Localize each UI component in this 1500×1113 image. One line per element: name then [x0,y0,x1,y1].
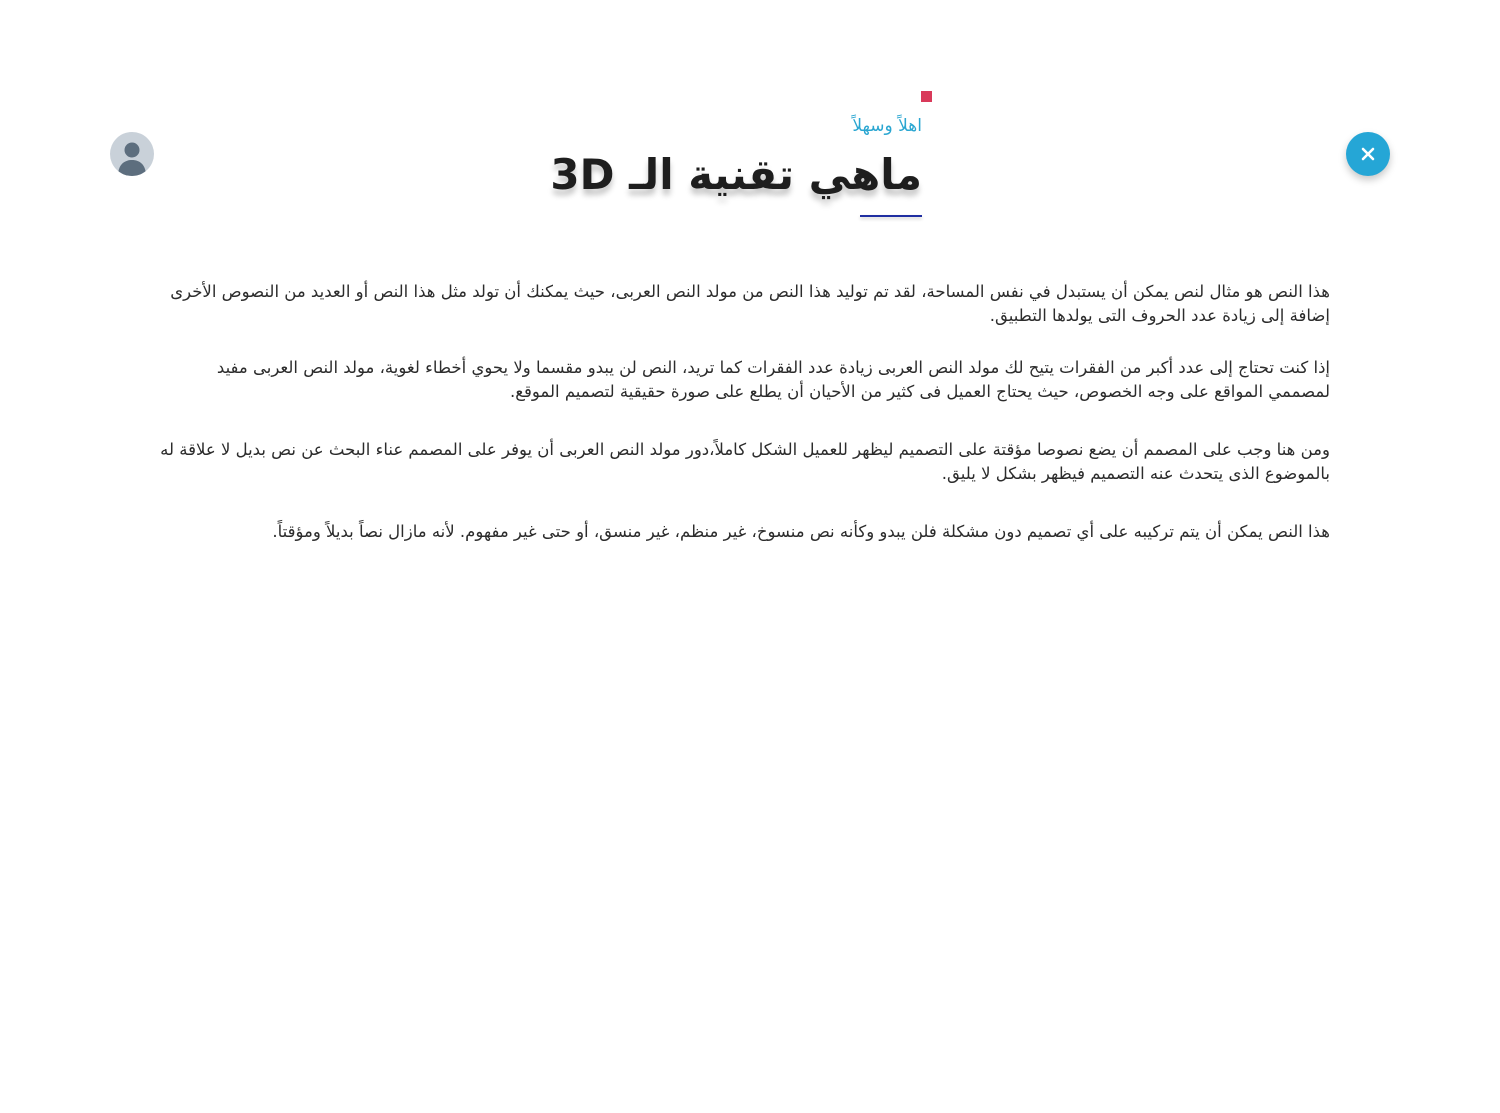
paragraph-2: إذا كنت تحتاج إلى عدد أكبر من الفقرات يتيح لك مولد النص العربى زيادة عدد الفقرات كما تريد، النص لن يبدو مقسما ولا يحوي أخطاء لغوية، مولد النص العربى مفيد لمصممي المواقع على وجه الخصوص، حيث يحتاج العميل فى كثير من الأحيان أن يطلع على صورة حقيقية لتصميم الموقع. [216,358,1330,401]
paragraph-1: هذا النص هو مثال لنص يمكن أن يستبدل في نفس المساحة، لقد تم توليد هذا النص من مولد النص العربى، حيث يمكنك أن تولد مثل هذا النص أو العديد من النصوص الأخرى إضافة إلى زيادة عدد الحروف التى يولدها التطبيق. [170,282,1330,325]
user-icon [110,132,154,176]
accent-square [921,91,932,102]
avatar[interactable] [110,132,154,176]
paragraph-3: ومن هنا وجب على المصمم أن يضع نصوصا مؤقتة على التصميم ليظهر للعميل الشكل كاملاً،دور مولد النص العربى أن يوفر على المصمم عناء البحث عن نص بديل لا علاقة له بالموضوع الذى يتحدث عنه التصميم فيظهر بشكل لا يليق. [160,440,1330,483]
close-button[interactable] [1346,132,1390,176]
paragraph-4: هذا النص يمكن أن يتم تركيبه على أي تصميم دون مشكلة فلن يبدو وكأنه نص منسوخ، غير منظم، غير منسق، أو حتى غير مفهوم. لأنه مازال نصاً بديلاً ومؤقتاً. [272,522,1330,541]
page-subtitle: اهلاً وسهلاً [852,116,922,136]
close-icon [1360,146,1376,162]
title-underline [860,215,922,217]
page-title: ماهي تقنية الـ 3D [550,150,922,199]
article-body [155,280,1330,572]
